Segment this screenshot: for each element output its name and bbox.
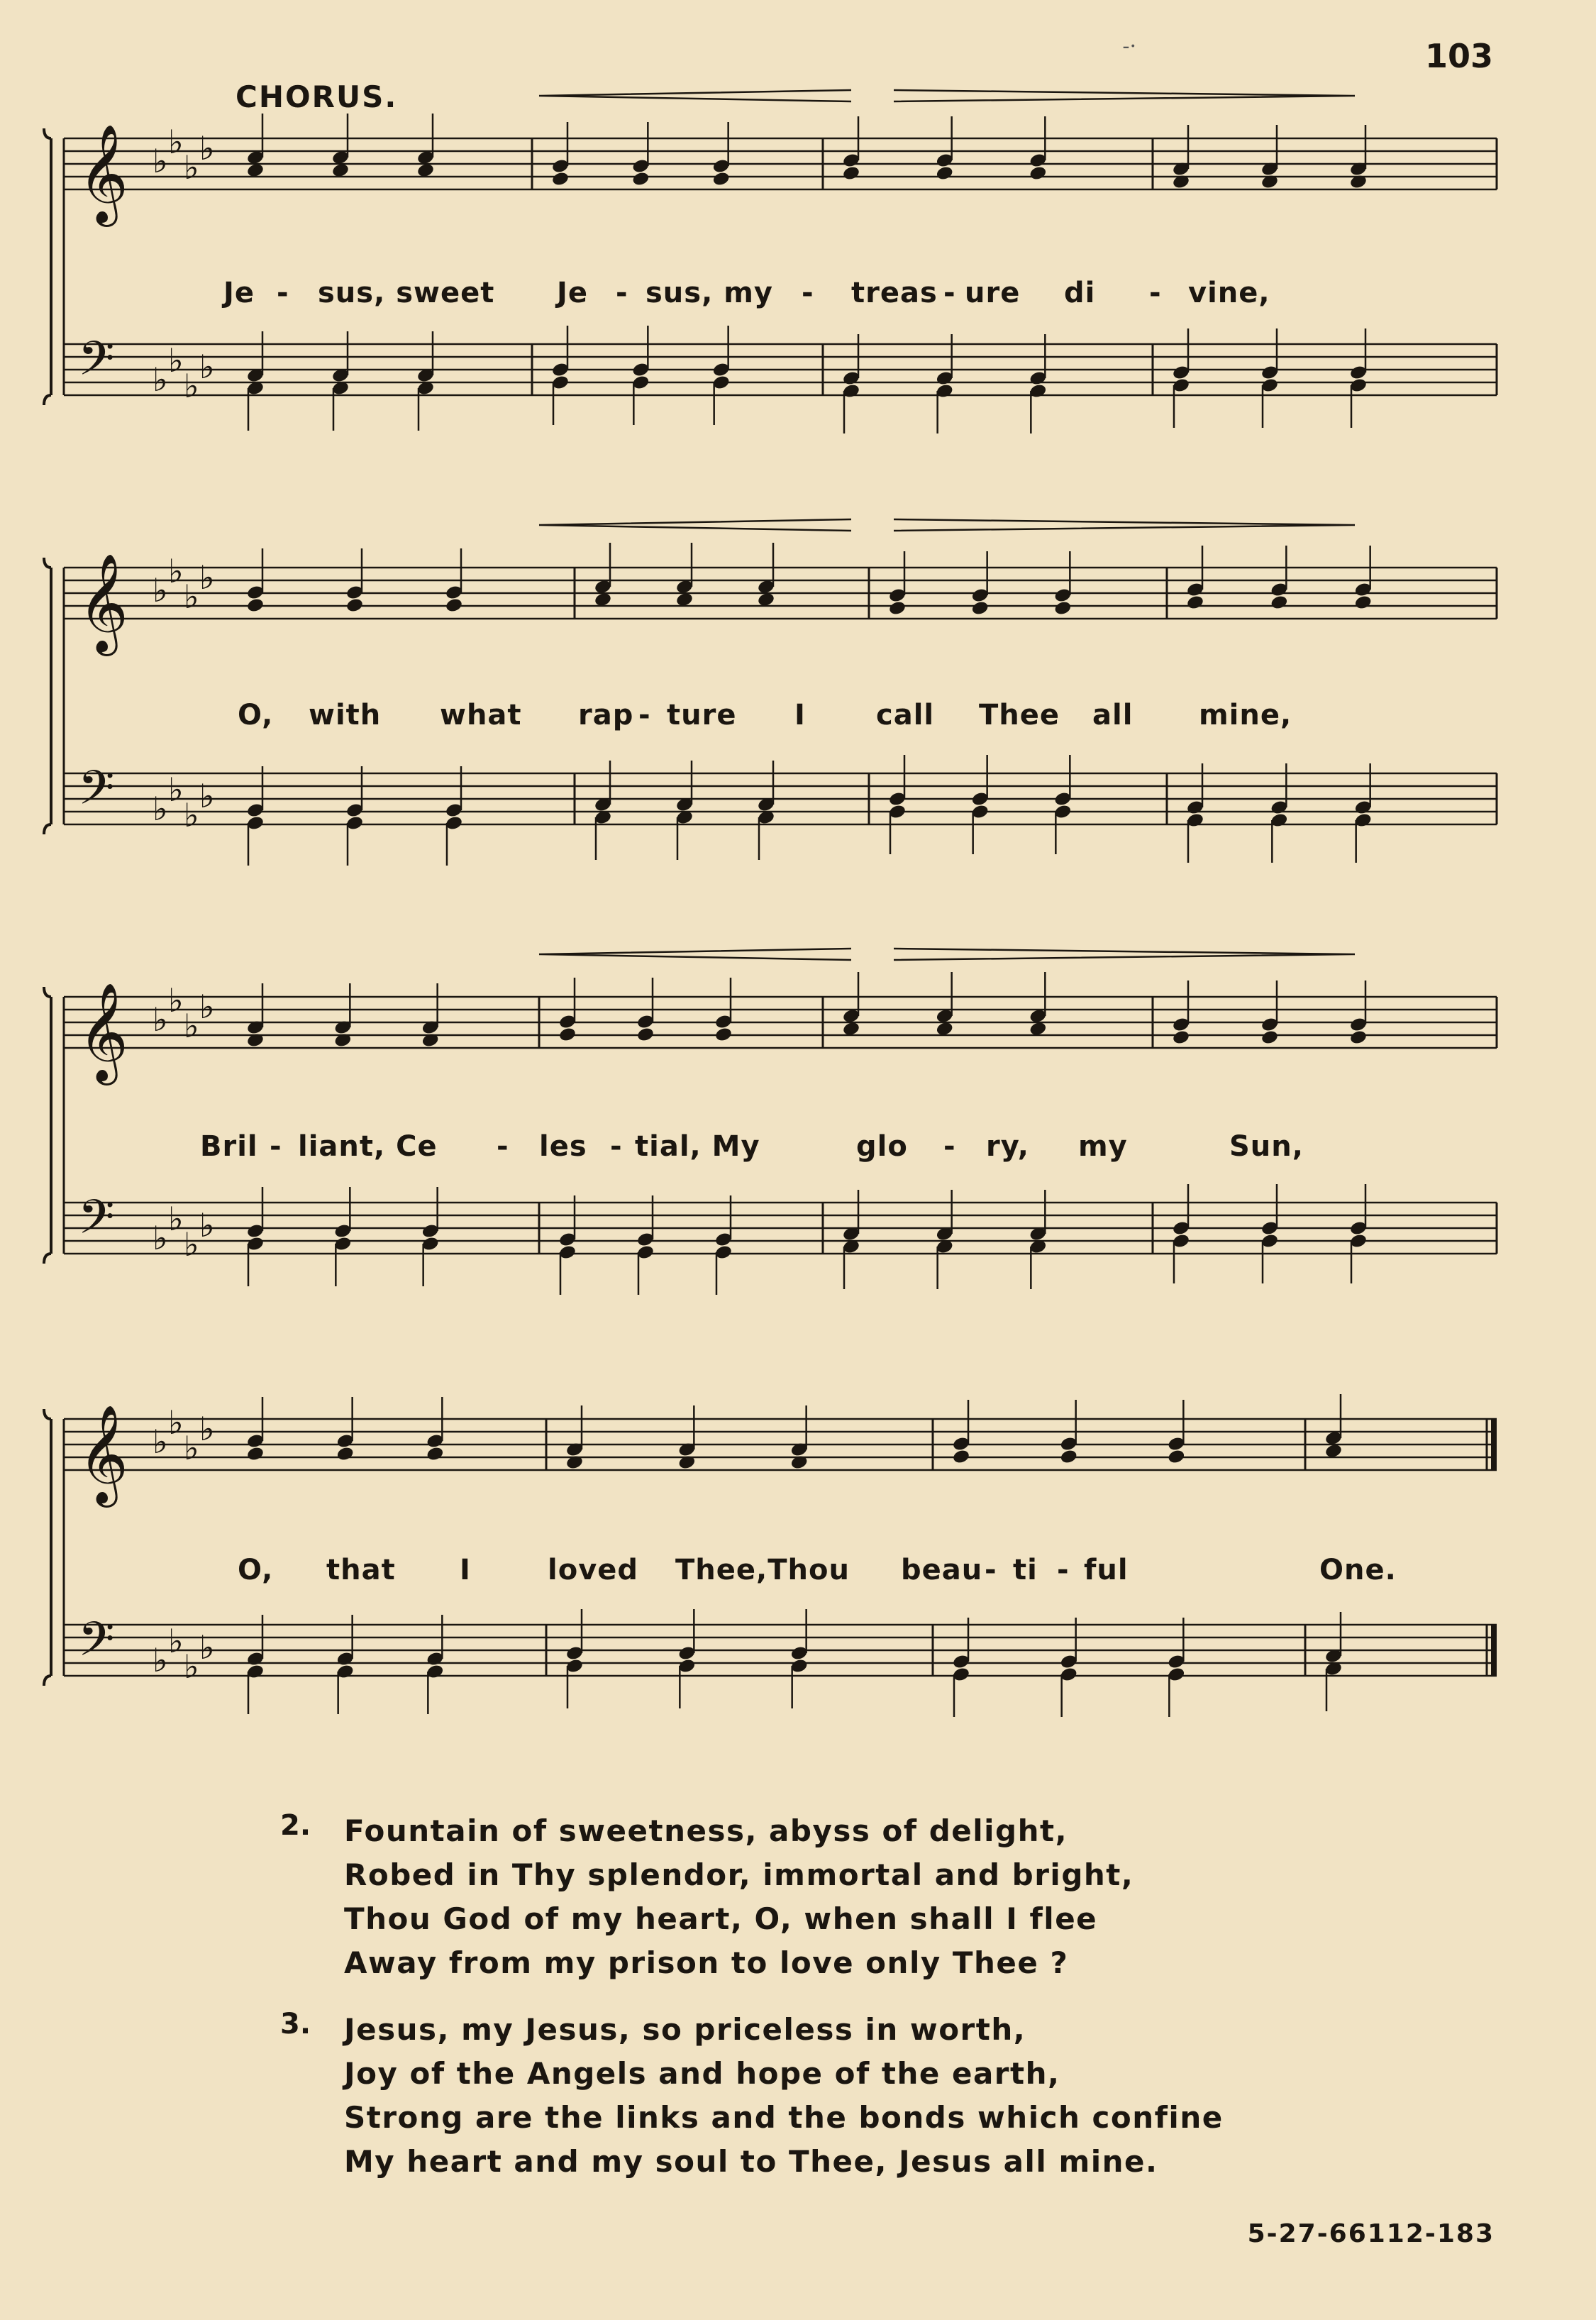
final-barline <box>1491 1419 1497 1470</box>
notehead <box>558 1027 577 1043</box>
lyric-syllable: what <box>440 699 522 731</box>
lyric-syllable: Je <box>557 277 589 309</box>
key-signature-flat-icon: ♭ <box>168 341 184 380</box>
key-signature-flat-icon: ♭ <box>168 1200 184 1238</box>
music-system-2 <box>43 552 1504 915</box>
lyric-syllable: ry, <box>986 1130 1029 1163</box>
key-signature-flat-icon: ♭ <box>199 1410 215 1448</box>
notehead <box>551 171 570 187</box>
lyric-syllable: ture <box>667 699 737 731</box>
lyric-syllable: - <box>1149 277 1162 309</box>
music-system-4 <box>43 1403 1504 1781</box>
lyric-syllable: I <box>794 699 806 731</box>
verse-line: Jesus, my Jesus, so priceless in worth, <box>344 2012 1026 2047</box>
bass-clef-icon: 𝄢 <box>78 1612 115 1678</box>
notehead <box>714 1027 733 1043</box>
lyric-syllable: I <box>460 1554 471 1586</box>
key-signature-flat-icon: ♭ <box>168 1403 184 1442</box>
key-signature-flat-icon: ♭ <box>153 790 168 828</box>
key-signature-flat-icon: ♭ <box>184 367 199 405</box>
lyric-syllable: Je <box>223 277 255 309</box>
lyric-syllable: my <box>1078 1130 1128 1163</box>
notehead <box>1349 1029 1368 1046</box>
lyric-syllable: ure <box>965 277 1021 309</box>
bass-clef-icon: 𝄢 <box>78 1190 115 1256</box>
lyric-syllable: - <box>802 277 814 309</box>
notehead <box>1354 595 1373 611</box>
verse-line: Thou God of my heart, O, when shall I flee <box>344 1901 1098 1936</box>
system-brace <box>44 824 51 834</box>
key-signature-flat-icon: ♭ <box>168 1622 184 1660</box>
lyric-syllable: all <box>1092 699 1134 731</box>
lyric-syllable: tial, My <box>635 1130 760 1163</box>
crescendo-hairpin <box>539 90 851 101</box>
notehead <box>636 1027 655 1043</box>
lyric-syllable: - <box>1057 1554 1070 1586</box>
notehead <box>1167 1449 1185 1465</box>
lyric-syllable: - <box>985 1554 997 1586</box>
verse-line: My heart and my soul to Thee, Jesus all mine. <box>344 2144 1158 2179</box>
key-signature-flat-icon: ♭ <box>153 1000 168 1039</box>
verse-3 <box>280 2008 1224 2184</box>
lyric-syllable: One. <box>1319 1554 1397 1586</box>
key-signature-flat-icon: ♭ <box>184 796 199 834</box>
notehead <box>246 1446 265 1462</box>
key-signature-flat-icon: ♭ <box>199 348 215 386</box>
key-signature-flat-icon: ♭ <box>184 578 199 616</box>
verses-block <box>280 1809 1224 2206</box>
lyric-line-1 <box>43 277 1504 319</box>
bass-clef-icon: 𝄢 <box>78 331 115 397</box>
notehead <box>336 1446 355 1462</box>
bass-clef-icon: 𝄢 <box>78 761 115 827</box>
treble-clef-icon: 𝄞 <box>78 983 128 1081</box>
verse-number: 3. <box>280 2008 311 2040</box>
lyric-line-4 <box>43 1554 1504 1596</box>
system-brace <box>44 1409 51 1419</box>
notehead <box>1260 1029 1279 1046</box>
lyric-syllable: beau <box>901 1554 983 1586</box>
key-signature-flat-icon: ♭ <box>199 1206 215 1244</box>
lyric-line-3 <box>43 1130 1504 1173</box>
notehead <box>842 165 860 182</box>
decorative-mark: -· <box>1122 34 1136 59</box>
treble-clef-icon: 𝄞 <box>78 553 128 652</box>
system-brace <box>44 128 51 138</box>
lyric-syllable: - <box>943 277 956 309</box>
page-number: 103 <box>1424 37 1493 75</box>
verse-line: Joy of the Angels and hope of the earth, <box>344 2056 1060 2091</box>
notehead <box>631 171 650 187</box>
notehead <box>936 165 954 182</box>
notehead <box>1186 595 1204 611</box>
key-signature-flat-icon: ♭ <box>153 1219 168 1257</box>
notehead <box>952 1449 970 1465</box>
lyric-syllable: - <box>943 1130 956 1163</box>
key-signature-flat-icon: ♭ <box>199 777 215 815</box>
verse-line: Robed in Thy splendor, immortal and bright, <box>344 1857 1134 1892</box>
key-signature-flat-icon: ♭ <box>199 558 215 597</box>
lyric-syllable: O, <box>238 699 274 731</box>
notehead <box>1172 1029 1190 1046</box>
notehead <box>888 600 907 617</box>
notehead <box>426 1446 444 1462</box>
key-signature-flat-icon: ♭ <box>199 129 215 167</box>
treble-clef-icon: 𝄞 <box>78 124 128 223</box>
verse-line: Strong are the links and the bonds which confine <box>344 2100 1224 2135</box>
chorus-label: CHORUS. <box>235 79 398 114</box>
key-signature-flat-icon: ♭ <box>168 123 184 161</box>
crescendo-hairpin <box>539 949 851 960</box>
notehead <box>1053 600 1072 617</box>
verse-number: 2. <box>280 1809 311 1842</box>
key-signature-flat-icon: ♭ <box>153 571 168 609</box>
lyric-syllable: ful <box>1084 1554 1129 1586</box>
key-signature-flat-icon: ♭ <box>184 148 199 187</box>
final-barline <box>1491 1625 1497 1676</box>
crescendo-hairpin <box>539 519 851 531</box>
key-signature-flat-icon: ♭ <box>153 1641 168 1679</box>
lyric-syllable: vine, <box>1188 277 1270 309</box>
verse-line: Fountain of sweetness, abyss of delight, <box>344 1813 1068 1848</box>
lyric-syllable: - <box>277 277 289 309</box>
lyric-syllable: - <box>610 1130 623 1163</box>
system-brace <box>44 1254 51 1264</box>
decrescendo-hairpin <box>894 949 1355 960</box>
lyric-syllable: with <box>309 699 382 731</box>
lyric-syllable: Sun, <box>1229 1130 1304 1163</box>
music-system-1 <box>43 123 1504 486</box>
verse-2 <box>280 1809 1224 1985</box>
notehead <box>246 597 265 614</box>
key-signature-flat-icon: ♭ <box>184 1429 199 1467</box>
lyric-syllable: glo <box>856 1130 908 1163</box>
lyric-syllable: Bril <box>200 1130 258 1163</box>
key-signature-flat-icon: ♭ <box>168 981 184 1020</box>
key-signature-flat-icon: ♭ <box>184 1225 199 1264</box>
lyric-syllable: les <box>539 1130 587 1163</box>
notehead <box>712 171 731 187</box>
system-brace <box>44 395 51 405</box>
lyric-syllable: sus, sweet <box>318 277 495 309</box>
key-signature-flat-icon: ♭ <box>168 552 184 590</box>
lyric-syllable: loved <box>548 1554 639 1586</box>
lyric-syllable: rap <box>578 699 634 731</box>
lyric-syllable: that <box>326 1554 396 1586</box>
verse-line: Away from my prison to love only Thee ? <box>344 1945 1069 1980</box>
key-signature-flat-icon: ♭ <box>199 1628 215 1667</box>
notehead <box>345 597 364 614</box>
music-score-system-4 <box>43 1403 1504 1781</box>
lyric-syllable: ti <box>1013 1554 1038 1586</box>
publisher-code: 5-27-66112-183 <box>1247 2219 1495 2248</box>
lyric-syllable: Thee,Thou <box>675 1554 850 1586</box>
key-signature-flat-icon: ♭ <box>184 1007 199 1045</box>
lyric-syllable: treas <box>851 277 938 309</box>
lyric-syllable: call <box>876 699 935 731</box>
music-system-3 <box>43 981 1504 1344</box>
lyric-syllable: - <box>638 699 651 731</box>
lyric-syllable: - <box>497 1130 509 1163</box>
lyric-syllable: - <box>270 1130 282 1163</box>
key-signature-flat-icon: ♭ <box>153 360 168 399</box>
system-brace <box>44 987 51 997</box>
notehead <box>1060 1449 1078 1465</box>
notehead <box>1270 595 1288 611</box>
lyric-syllable: Thee <box>979 699 1060 731</box>
lyric-syllable: liant, Ce <box>298 1130 438 1163</box>
lyric-line-2 <box>43 699 1504 741</box>
notehead <box>1029 165 1047 182</box>
system-brace <box>44 1676 51 1686</box>
key-signature-flat-icon: ♭ <box>199 988 215 1026</box>
decrescendo-hairpin <box>894 90 1355 101</box>
key-signature-flat-icon: ♭ <box>153 142 168 180</box>
lyric-syllable: O, <box>238 1554 274 1586</box>
key-signature-flat-icon: ♭ <box>184 1647 199 1686</box>
system-brace <box>44 558 51 568</box>
notehead <box>445 597 463 614</box>
decrescendo-hairpin <box>894 519 1355 531</box>
lyric-syllable: sus, my <box>645 277 773 309</box>
notehead <box>971 600 990 617</box>
key-signature-flat-icon: ♭ <box>153 1423 168 1461</box>
lyric-syllable: di <box>1064 277 1096 309</box>
lyric-syllable: mine, <box>1199 699 1292 731</box>
treble-clef-icon: 𝄞 <box>78 1405 128 1503</box>
lyric-syllable: - <box>616 277 628 309</box>
key-signature-flat-icon: ♭ <box>168 770 184 809</box>
